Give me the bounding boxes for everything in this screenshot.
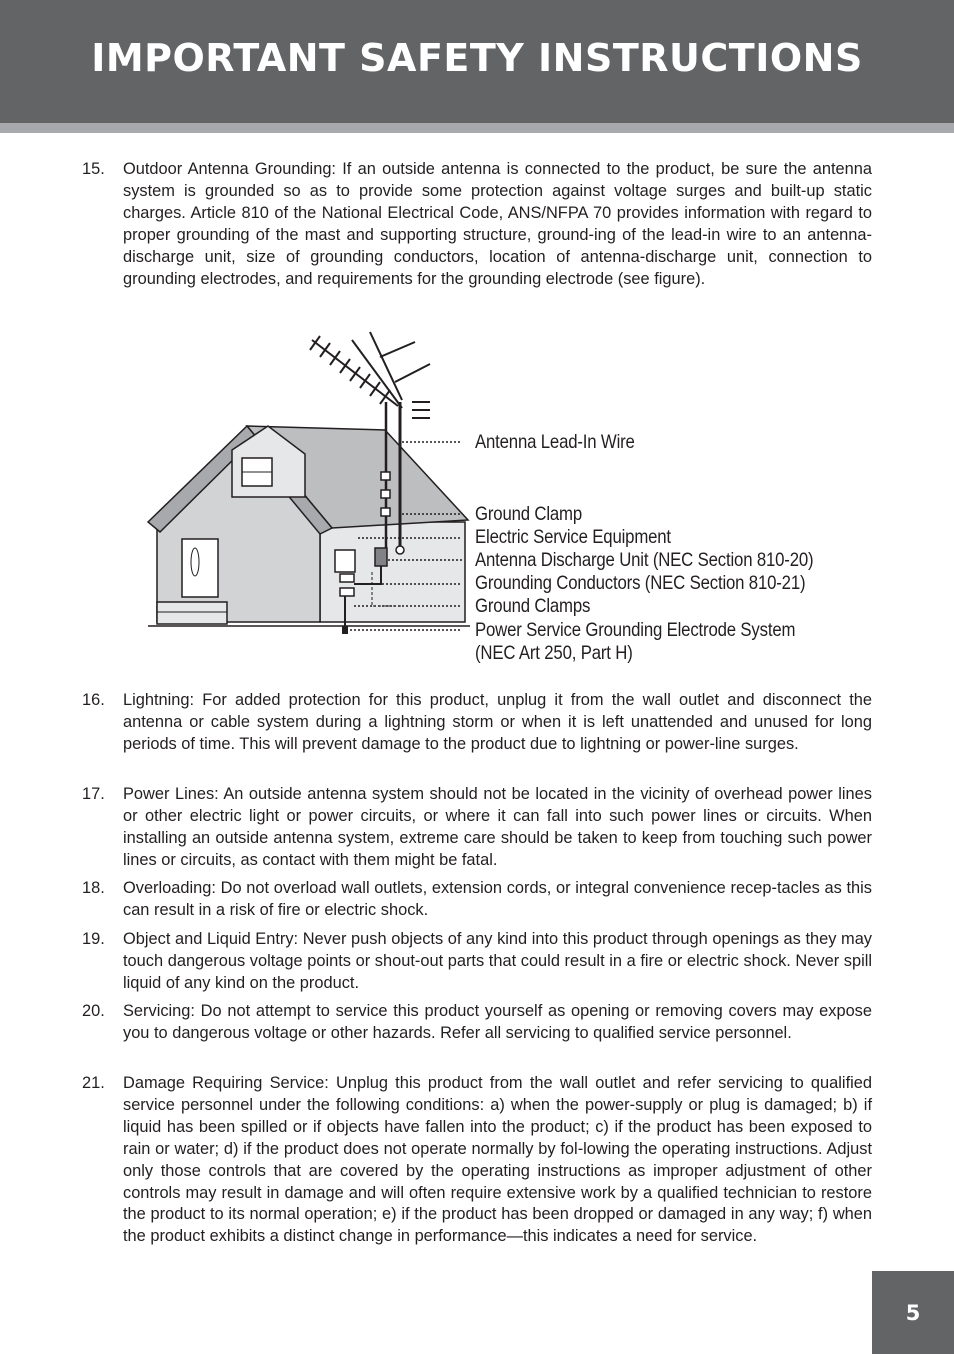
instruction-item-15	[82, 159, 872, 290]
instruction-item-21	[82, 1073, 872, 1248]
item-number: 18.	[82, 879, 105, 897]
item-number: 16.	[82, 691, 105, 709]
electric-service-equipment	[335, 550, 355, 572]
instruction-item-17	[82, 784, 872, 872]
house-door	[182, 539, 218, 597]
antenna-grounding-figure	[140, 322, 880, 672]
ground-electrode	[342, 626, 348, 634]
label-lead-in-wire: Antenna Lead-In Wire	[475, 431, 635, 453]
label-electric-service: Electric Service Equipment	[475, 526, 671, 548]
label-grounding-conductors: Grounding Conductors (NEC Section 810-21)	[475, 572, 806, 594]
label-power-service-sub: (NEC Art 250, Part H)	[475, 642, 633, 664]
item-text: Object and Liquid Entry: Never push objects of any kind into this product through openings as they may touch dangerous voltage points or shout-out parts that could result in a fire or electric shock. Never spill liquid of any kind on the product.	[123, 930, 872, 992]
page-header	[0, 0, 954, 123]
label-ground-clamp: Ground Clamp	[475, 503, 583, 525]
item-text: Lightning: For added protection for this product, unplug it from the wall outlet and disconnect the antenna or cable system during a lightning storm or when it is left unattended and unused for long periods of time. This will prevent damage to the product due to lightning or power-line surges.	[123, 691, 872, 753]
item-number: 19.	[82, 930, 105, 948]
item-text: Servicing: Do not attempt to service this product yourself as opening or removing covers may expose you to dangerous voltage or other hazards. Refer all servicing to qualified service personnel.	[123, 1002, 872, 1042]
label-power-service: Power Service Grounding Electrode System	[475, 619, 796, 641]
item-text: Outdoor Antenna Grounding: If an outside antenna is connected to the product, be sure the antenna system is grounded so as to provide some protection against voltage surges and built-up static charges. Article 810 of the National Electrical Code, ANS/NFPA 70 provides information with regard to proper grounding of the mast and supporting structure, ground-ing of the lead-in wire to an antenna-discharge unit, size of grounding conductors, location of antenna-discharge unit, connection to grounding electrodes, and requirements for the grounding electrode (see figure).	[123, 160, 872, 288]
item-text: Overloading: Do not overload wall outlets, extension cords, or integral convenience recep-tacles as this can result in a risk of fire or electric shock.	[123, 879, 872, 919]
instruction-item-19	[82, 929, 872, 995]
instruction-item-20	[82, 1001, 872, 1045]
header-divider	[0, 123, 954, 133]
antenna-discharge-unit	[375, 548, 387, 566]
item-number: 17.	[82, 785, 105, 803]
page-title: IMPORTANT SAFETY INSTRUCTIONS	[91, 36, 863, 80]
page-number: 5	[872, 1271, 954, 1354]
item-number: 20.	[82, 1002, 105, 1020]
instruction-item-18	[82, 878, 872, 922]
item-text: Power Lines: An outside antenna system should not be located in the vicinity of overhead power lines or other electric light or power circuits, or where it can fall into such power lines or circuits. When installing an outside antenna system, extreme care should be taken to keep from touching such power lines or circuits, as contact with them might be fatal.	[123, 785, 872, 869]
item-number: 21.	[82, 1074, 105, 1092]
instruction-item-16	[82, 690, 872, 756]
item-number: 15.	[82, 160, 105, 178]
house-steps	[157, 602, 227, 624]
item-text: Damage Requiring Service: Unplug this product from the wall outlet and refer servicing to qualified service personnel under the following conditions: a) when the power-supply or plug is damaged; b) if liquid has been spilled or if objects have fallen into the product; c) if the product has been exposed to rain or water; d) if the product does not operate normally by fol-lowing the operating instructions. Adjust only those controls that are covered by the operating instructions as improper adjustment of other controls may result in damage and will often require extensive work by a qualified technician to restore the product to its normal operation; e) if the product has been dropped or damaged in any way; f) when the product exhibits a distinct change in performance—this indicates a need for service.	[123, 1074, 872, 1246]
label-ground-clamps: Ground Clamps	[475, 595, 591, 617]
antenna-elements	[310, 332, 430, 418]
label-discharge-unit: Antenna Discharge Unit (NEC Section 810-20)	[475, 549, 814, 571]
